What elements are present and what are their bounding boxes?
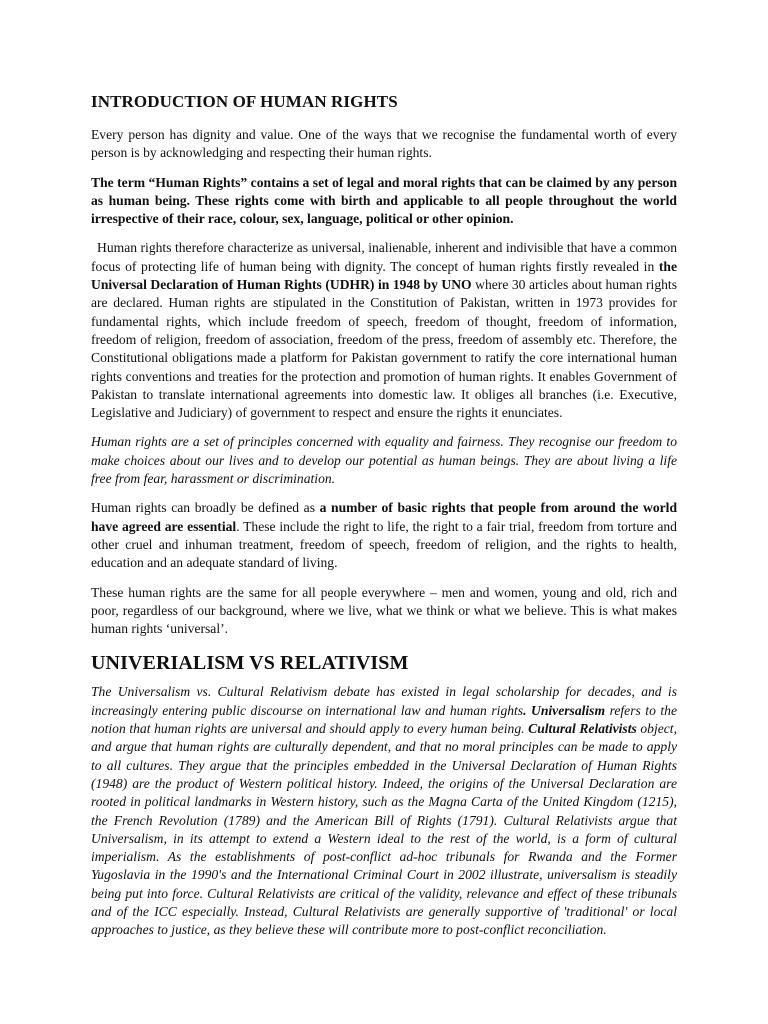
paragraph-dignity: Every person has dignity and value. One of the ways that we recognise the fundamental worth of every person is by acknowledging and respecting their human rights. xyxy=(91,127,677,161)
basic-rights-text-bold: a number of basic rights that people from around the world have agreed are essential xyxy=(91,500,678,534)
paragraph-definition: The term “Human Rights” contains a set of legal and moral rights that can be claimed by any person as human being. These rights come with birth and applicable to all people throughout the world irrespective of their race, colour, sex, language, political or other opinion. xyxy=(91,174,677,227)
paragraph-relativism xyxy=(91,683,677,939)
udhr-text-c: where 30 articles about human rights are declared. Human rights are stipulated in the Constitution of Pakistan, written in 1973 provides for fundamental rights, which include freedom of speech, freedom of thought, freedom of information, freedom of religion, freedom of association, freedom of the press, freedom of assembly etc. Therefore, the Constitutional obligations made a platform for Pakistan government to ratify the core international human rights conventions and treaties for the protection and promotion of human rights. It enables Government of Pakistan to translate international agreements into domestic law. It obliges all branches (i.e. Executive, Legislative and Judiciary) of government to respect and ensure the rights it enunciates. xyxy=(91,277,677,421)
paragraph-udhr xyxy=(91,239,677,422)
paragraph-principles: Human rights are a set of principles concerned with equality and fairness. They recognise our freedom to make choices about our lives and to develop our potential as human beings. They are about living a life free from fear, harassment or discrimination. xyxy=(91,434,677,487)
relativism-text-c: refers to the notion that human rights are universal and should apply to every human being. xyxy=(91,702,677,737)
relativism-text-a: The Universalism vs. Cultural Relativism debate has existed in legal scholarship for decades, and is increasingly entering public discourse on international law and human rights xyxy=(91,684,677,718)
heading-introduction: INTRODUCTION OF HUMAN RIGHTS xyxy=(91,92,398,111)
relativism-text-bold-cultural: Cultural Relativists xyxy=(528,721,637,737)
relativism-text-e: object, and argue that human rights are culturally dependent, and that no moral principles can be made to apply to all cultures. They argue that the principles embedded in the Universal Declaration of Human Rights (1948) are the product of Western political history. Indeed, the origins of the Universal Declaration are rooted in political landmarks in Western history, such as the Magna Carta of the United Kingdom (1215), the French Revolution (1789) and the American Bill of Rights (1791). Cultural Relativists argue that Universalism, in its attempt to extend a Western ideal to the rest of the world, is a form of cultural imperialism. As the establishments of post-conflict ad-hoc tribunals for Rwanda and the Former Yugoslavia in the 1990's and the International Criminal Court in 2002 illustrate, universalism is steadily being put into force. Cultural Relativists are critical of the validity, relevance and effect of these tribunals and of the ICC especially. Instead, Cultural Relativists are generally supportive of 'traditional' or local approaches to justice, as they believe these will contribute more to post-conflict reconciliation. xyxy=(91,721,677,938)
udhr-text-bold: the Universal Declaration of Human Rights (UDHR) in 1948 by UNO xyxy=(91,258,677,293)
heading-universalism: UNIVERIALISM VS RELATIVISM xyxy=(91,652,409,675)
paragraph-universal: These human rights are the same for all people everywhere – men and women, young and old, rich and poor, regardless of our background, where we live, what we think or what we believe. This is what makes human rights ‘universal’. xyxy=(91,584,677,637)
paragraph-basic-rights xyxy=(91,499,677,572)
relativism-text-bold-universalism: . Universalism xyxy=(523,702,606,718)
udhr-text-a: Human rights therefore characterize as universal, inalienable, inherent and indivisible that have a common focus of protecting life of human being with dignity. The concept of human rights firstly revealed in xyxy=(91,240,677,274)
basic-rights-text-c: . These include the right to life, the right to a fair trial, freedom from torture and other cruel and inhuman treatment, freedom of speech, freedom of religion, and the rights to health, education and an adequate standard of living. xyxy=(91,518,677,571)
basic-rights-text-a: Human rights can broadly be defined as xyxy=(91,500,320,516)
